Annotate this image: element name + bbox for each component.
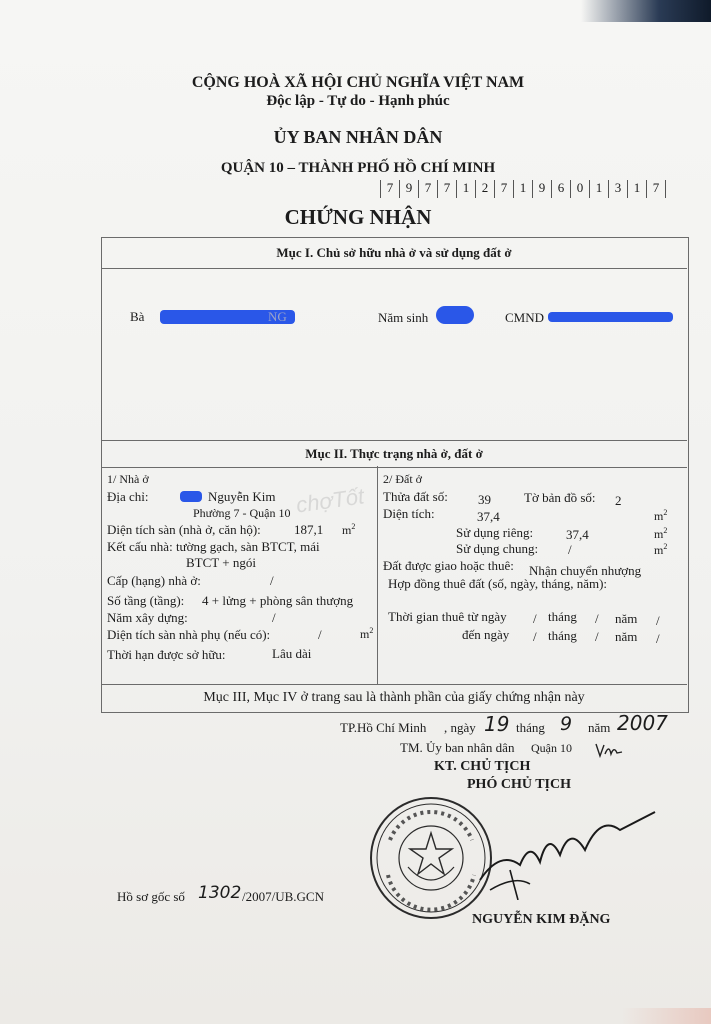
land-assignment-label: Đất được giao hoặc thuê: [383,558,514,573]
serial-number [380,180,666,198]
lease-contract-label: Hợp đồng thuê đất (số, ngày, tháng, năm): [388,576,608,591]
address-ward: Phường 7 - Quận 10 [193,506,291,520]
row-divider [101,684,687,685]
aux-area-value: / [318,627,322,642]
address-street: Nguyễn Kim [208,489,276,504]
parcel-value: 39 [478,492,491,507]
unit-sup: 2 [369,626,374,635]
map-sheet-label: Tờ bản đồ số: [524,490,596,505]
house-title: 1/ Nhà ở [107,472,149,486]
private-use-value: 37,4 [566,527,589,542]
serial-digit: 6 [551,180,570,198]
birth-year-label: Năm sinh [378,310,429,325]
land-area-unit [654,508,667,524]
serial-digit: 3 [608,180,627,198]
initial-mark [594,740,624,760]
file-ref-suffix: /2007/UB.GCN [242,889,324,904]
land-area-label: Diện tích: [383,506,435,521]
aux-area-label: Diện tích sàn nhà phụ (nếu có): [107,627,271,642]
floor-area-label: Diện tích sàn (nhà ở, căn hộ): [107,522,261,537]
file-ref-number: 1302 [198,883,242,903]
private-use-label: Sử dụng riêng: [456,525,534,540]
watermark: chợTốt [294,483,366,518]
unit-sup: 2 [663,508,668,517]
unit-sup: 2 [663,542,668,551]
serial-digit: 1 [513,180,532,198]
land-title: 2/ Đất ở [383,472,423,486]
signer-name: NGUYỄN KIM ĐẶNG [472,912,611,927]
unit-m: m [342,523,352,537]
signing-day: 19 [484,712,510,736]
signing-year-label: năm [588,720,611,735]
land-assignment-value: Nhận chuyển nhượng [529,563,642,578]
file-ref-label: Hồ sơ gốc số [117,889,185,904]
unit-m: m [654,527,664,541]
serial-digit: 1 [589,180,608,198]
signing-place: TP.Hồ Chí Minh [340,720,427,735]
signing-year: 2007 [617,711,668,735]
section-1-header [101,237,687,269]
address-label: Địa chỉ: [107,489,149,504]
year-built-value: / [272,610,276,625]
land-area-value: 37,4 [477,509,500,524]
section-2-title: Mục II. Thực trạng nhà ở, đất ở [305,446,483,461]
owner-name-tail: NG [268,309,287,324]
column-divider [377,466,378,684]
scan-shadow-bottom [621,1008,711,1024]
section-2-header [101,440,687,468]
shared-use-unit [654,542,667,558]
year-built-label: Năm xây dựng: [107,610,188,625]
shared-use-value: / [568,542,572,557]
scan-shadow-top [581,0,711,22]
serial-digit: 7 [646,180,666,198]
grade-value: / [270,573,274,588]
unit-m: m [360,627,370,641]
role-vice-chairman: PHÓ CHỦ TỊCH [467,777,571,792]
serial-digit: 9 [532,180,551,198]
owner-label: Bà [130,309,145,324]
serial-digit: 1 [456,180,475,198]
redaction-birth-year [436,306,474,324]
lease-to-month: / [595,629,599,644]
signing-month-label: tháng [516,720,545,735]
lease-to-month-label: tháng [548,628,577,643]
district-title: QUẬN 10 – THÀNH PHỐ HỒ CHÍ MINH [220,160,496,176]
unit-sup: 2 [351,522,356,531]
serial-digit: 2 [475,180,494,198]
signature [470,810,660,900]
serial-digit: 9 [399,180,418,198]
map-sheet-value: 2 [615,493,622,508]
lease-to-year-label: năm [615,629,638,644]
on-behalf-district: Quận 10 [531,741,572,755]
private-use-unit [654,526,667,542]
unit-sup: 2 [663,526,668,535]
lease-from-year: / [656,613,660,628]
serial-digit: 7 [437,180,456,198]
footer-note: Mục III, Mục IV ở trang sau là thành phần của giấy chứng nhận này [203,690,585,705]
floors-label: Số tầng (tầng): [107,593,185,608]
serial-digit: 0 [570,180,589,198]
lease-from-label: Thời gian thuê từ ngày [388,609,507,624]
structure-label: Kết cấu nhà: tường gạch, sàn BTCT, mái [107,539,320,554]
parcel-label: Thửa đất số: [383,489,448,504]
id-number-label: CMND [505,310,545,325]
section-1-title: Mục I. Chủ sở hữu nhà ở và sử dụng đất ở [276,245,512,260]
national-motto: Độc lập - Tự do - Hạnh phúc [266,93,450,109]
grade-label: Cấp (hạng) nhà ở: [107,573,201,588]
floor-area-unit [342,522,355,538]
floor-area-value: 187,1 [294,522,324,537]
on-behalf-label: TM. Ủy ban nhân dân [400,740,515,755]
lease-from-month: / [595,611,599,626]
aux-area-unit [360,626,373,642]
lease-from-year-label: năm [615,611,638,626]
signing-month: 9 [560,713,573,735]
role-vice-chairman-on-behalf: KT. CHỦ TỊCH [434,759,531,774]
ownership-term-value: Lâu dài [272,646,312,661]
committee-title: ỦY BAN NHÂN DÂN [273,127,443,147]
shared-use-label: Sử dụng chung: [456,541,539,556]
ownership-term-label: Thời hạn được sở hữu: [107,647,226,662]
serial-digit: 7 [380,180,399,198]
serial-digit: 1 [627,180,646,198]
lease-from-day: / [533,611,537,626]
floors-value: 4 + lửng + phòng sân thượng [202,593,354,608]
signing-day-label: , ngày [444,720,476,735]
lease-to-label: đến ngày [462,627,510,642]
redaction-id-number [548,312,673,322]
structure-value: BTCT + ngói [186,555,256,570]
lease-from-month-label: tháng [548,609,577,624]
lease-to-day: / [533,629,537,644]
serial-digit: 7 [418,180,437,198]
serial-digit: 7 [494,180,513,198]
national-title: CỘNG HOÀ XÃ HỘI CHỦ NGHĨA VIỆT NAM [191,74,525,91]
unit-m: m [654,543,664,557]
certificate-title: CHỨNG NHẬN [284,205,432,229]
redaction-house-number [180,491,202,502]
lease-to-year: / [656,631,660,646]
unit-m: m [654,509,664,523]
